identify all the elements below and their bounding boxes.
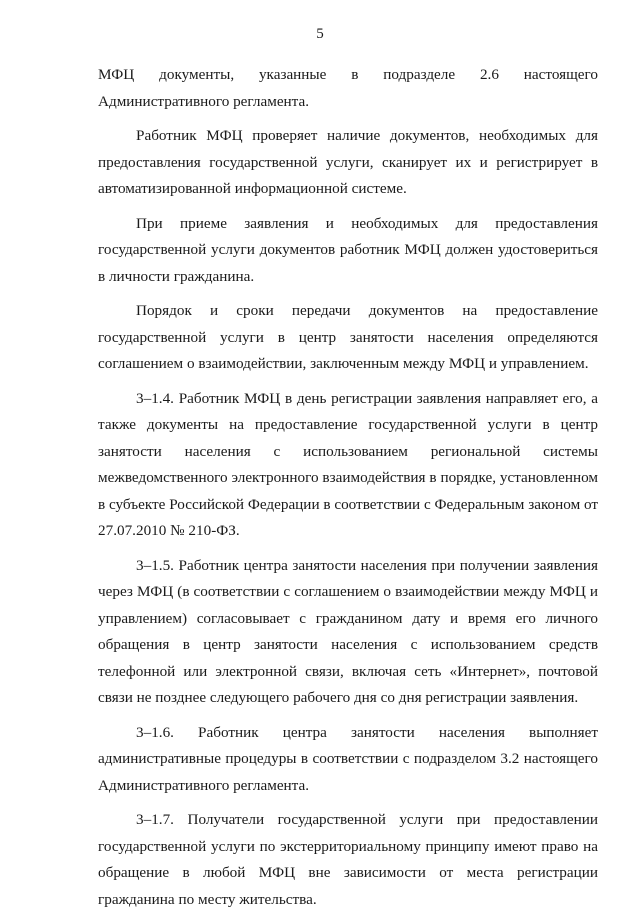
paragraph-clause-3-1-6: 3–1.6. Работник центра занятости населения выполняет административные процедуры в соответствии с подразделом 3.2 настоящего Административного регламента. [98, 723, 598, 794]
paragraph-clause-3-1-7: 3–1.7. Получатели государственной услуги при предоставлении государственной услуги по экстерриториальному принципу имеют право на обращение в любой МФЦ вне зависимости от места регистрации гражданина по месту жительства. [98, 811, 598, 908]
paragraph-clause-3-1-5: 3–1.5. Работник центра занятости населения при получении заявления через МФЦ (в соответствии с соглашением о взаимодействии между МФЦ и управлением) согласовывает с гражданином дату и время его личного обращения в центр занятости населения с использованием средств телефонной или электронной связи, включая сеть «Интернет», почтовой связи не позднее следующего рабочего дня со дня регистрации заявления. [98, 556, 598, 706]
paragraph-clause-3-1-4: 3–1.4. Работник МФЦ в день регистрации заявления направляет его, а также документы на предоставление государственной услуги в центр занятости населения с использованием региональной системы межведомственного электронного взаимодействия в порядке, установленном в субъекте Российской Федерации в соответствии с Федеральным законом от 27.07.2010 № 210-ФЗ. [98, 389, 599, 539]
paragraph-transfer-procedure: Порядок и сроки передачи документов на предоставление государственной услуги в центр занятости населения определяются соглашением о взаимодействии, заключенным между МФЦ и управлением. [98, 302, 598, 372]
paragraph-identity-verification: При приеме заявления и необходимых для предоставления государственной услуги документов работник МФЦ должен удостовериться в личности гражданина. [98, 214, 598, 285]
paragraph-mfc-documents: МФЦ документы, указанные в подразделе 2.6 настоящего Административного регламента. [98, 66, 598, 110]
paragraph-document-check: Работник МФЦ проверяет наличие документов, необходимых для предоставления государственной услуги, сканирует их и регистрирует в автоматизированной информационной системе. [98, 127, 598, 197]
document-body [98, 62, 598, 921]
page-number: 5 [316, 26, 324, 42]
